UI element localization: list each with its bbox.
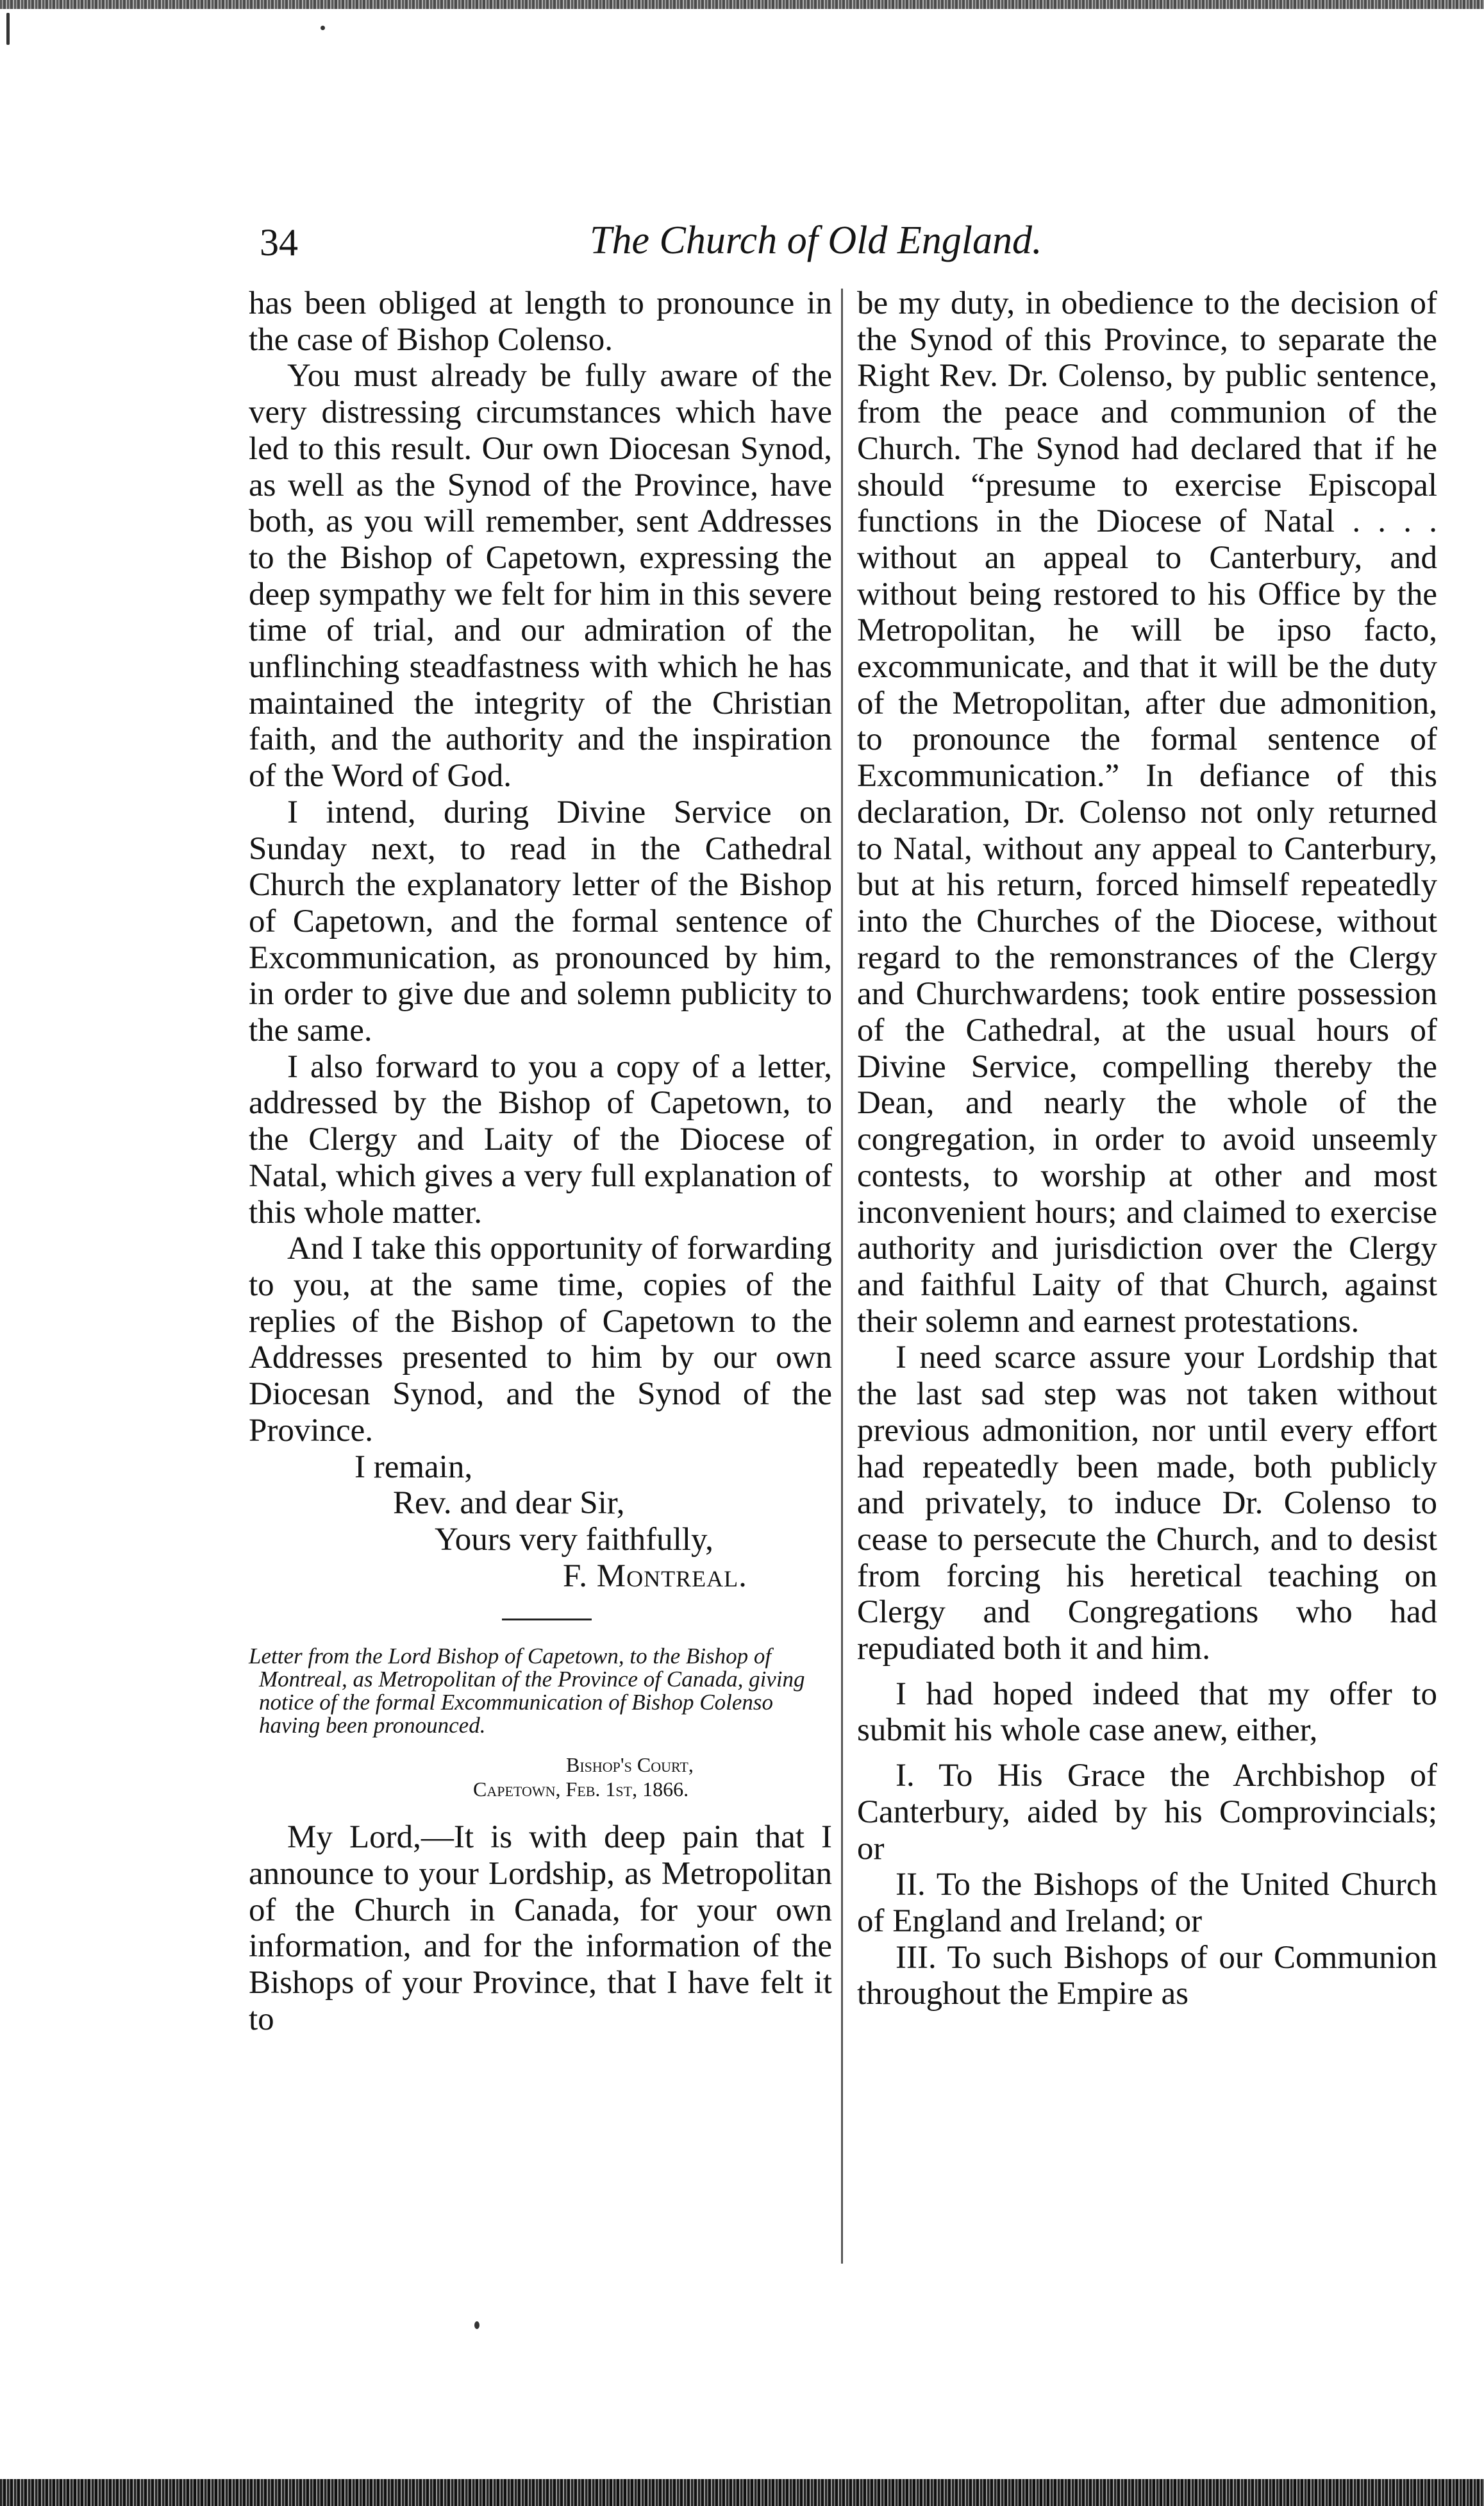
paragraph: My Lord,—It is with deep pain that I announce to your Lordship, as Metropolitan of the Church in Canada, for your own information, and for the information of the Bishops of your Province, that I have felt it to — [249, 1819, 832, 2037]
top-scan-edge — [0, 0, 1484, 9]
list-item: II. To the Bishops of the United Church of England and Ireland; or — [857, 1867, 1437, 1939]
running-title: The Church of Old England. — [590, 219, 1042, 262]
paragraph: And I take this opportunity of forwarding to you, at the same time, copies of the replies of the Bishop of Capetown to the Addresses presented to him by our own Diocesan Synod, and the Synod of the Province. — [249, 1231, 832, 1449]
closing-line: Yours very faithfully, — [435, 1521, 713, 1558]
paragraph: be my duty, in obedience to the decision of the Synod of this Province, to separate the Right Rev. Dr. Colenso, by public sentence, from the peace and communion of the Church. The Synod had declared that if he should “presume to exercise Episcopal functions in the Diocese of Natal . . . . without an appeal to Canterbury, and without being restored to his Office by the Metropolitan, he will be ipso facto, excommunicate, and that it will be the duty of the Metropolitan, after due admonition, to pronounce the formal sentence of Excommunication.” In defiance of this declaration, Dr. Colenso not only returned to Natal, without any appeal to Canterbury, but at his return, forced himself repeatedly into the Churches of the Diocese, without regard to the remonstrances of the Clergy and Churchwardens; took entire possession of the Cathedral, at the usual hours of Divine Service, compelling thereby the Dean, and nearly the whole of the congregation, in order to avoid unseemly contests, to worship at other and most inconvenient hours; and claimed to exercise authority and jurisdiction over the Clergy and faithful Laity of that Church, against their solemn and earnest protestations. — [857, 285, 1437, 1340]
closing-line: Rev. and dear Sir, — [393, 1485, 625, 1522]
list-item: I. To His Grace the Archbishop of Canterbury, aided by his Comprovincials; or — [857, 1758, 1437, 1867]
paragraph: I had hoped indeed that my offer to submit his whole case anew, either, — [857, 1676, 1437, 1749]
scan-speck — [6, 13, 10, 45]
dateline-place: Bishop's Court, — [566, 1753, 694, 1777]
dateline — [249, 1753, 832, 1801]
left-column — [249, 285, 832, 2038]
paragraph: I need scarce assure your Lordship that the last sad step was not taken without previous admonition, nor until every effort had repeatedly been made, both publicly and privately, to induce Dr. Colenso to cease to persecute the Church, and to desist from forcing his heretical teaching on Clergy and Congregations who had repudiated both it and him. — [857, 1340, 1437, 1667]
signature: F. Montreal. — [563, 1558, 747, 1594]
paragraph: I also forward to you a copy of a letter, addressed by the Bishop of Capetown, to the Clergy and Laity of the Diocese of Natal, which gives a very full explanation of this whole matter. — [249, 1048, 832, 1231]
letter-heading: Letter from the Lord Bishop of Capetown, to the Bishop of Montreal, as Metropolitan of the Province of Canada, giving notice of the formal Excommunication of Bishop Colenso having been pronounced. — [249, 1644, 805, 1738]
scan-speck — [474, 2321, 479, 2329]
scan-speck — [321, 26, 325, 30]
paragraph: You must already be fully aware of the very distressing circumstances which have led to this result. Our own Diocesan Synod, as well as the Synod of the Province, have both, as you will remember, sent Addresses to the Bishop of Capetown, expressing the deep sympathy we felt for him in this severe time of trial, and our admiration of the unflinching steadfastness with which he has maintained the integrity of the Christian faith, and the authority and the inspiration of the Word of God. — [249, 358, 832, 795]
right-column — [857, 285, 1437, 2012]
list-item: III. To such Bishops of our Communion throughout the Empire as — [857, 1939, 1437, 2012]
closing-line: I remain, — [354, 1449, 473, 1485]
separator-rule — [502, 1619, 592, 1620]
page-header — [0, 218, 1484, 269]
paragraph: I intend, during Divine Service on Sunday next, to read in the Cathedral Church the explanatory letter of the Bishop of Capetown, and the formal sentence of Excommunication, as pronounced by him, in order to give due and solemn publicity to the same. — [249, 794, 832, 1049]
bottom-scan-edge — [0, 2479, 1484, 2506]
dateline-date: Capetown, Feb. 1st, 1866. — [473, 1778, 689, 1801]
page-number: 34 — [260, 221, 298, 264]
column-divider — [841, 289, 843, 2264]
paragraph: has been obliged at length to pronounce in the case of Bishop Colenso. — [249, 285, 832, 358]
